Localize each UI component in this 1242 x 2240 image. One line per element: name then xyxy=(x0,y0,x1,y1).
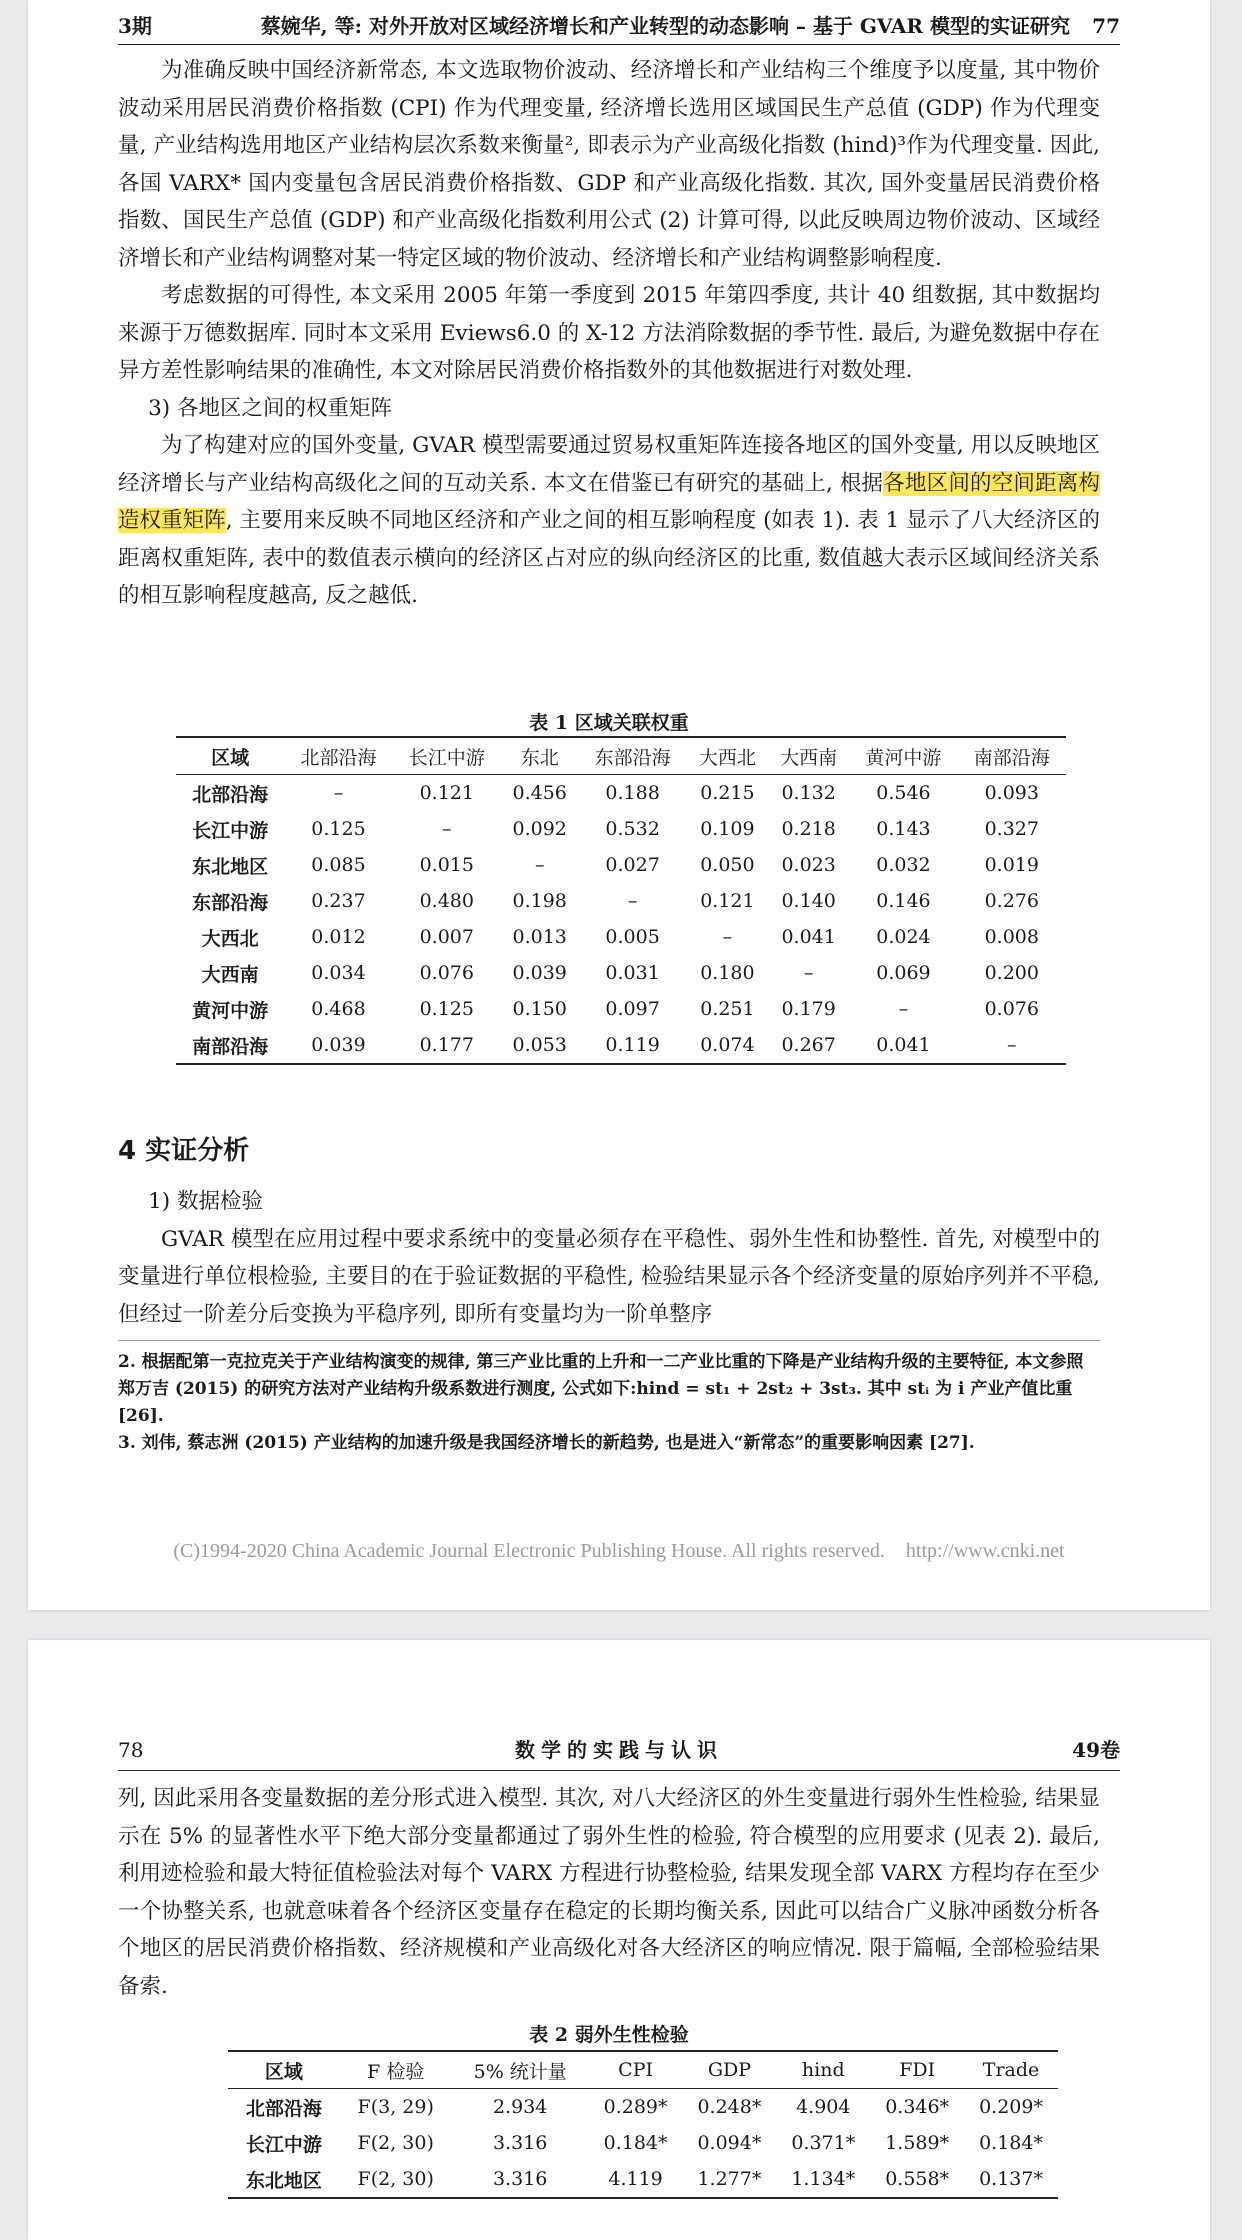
row-label: 长江中游 xyxy=(245,2133,322,2156)
table-2 xyxy=(228,2050,1058,2199)
table-cell: 0.007 xyxy=(419,926,474,948)
table-cell: 1.277* xyxy=(683,2161,777,2198)
table-row xyxy=(176,847,1066,883)
column-header: 东部沿海 xyxy=(578,737,686,775)
table-cell: 0.019 xyxy=(984,854,1039,876)
table-cell: 0.074 xyxy=(687,1027,768,1064)
table-cell: 0.218 xyxy=(781,818,836,840)
text-run: 为了构建对应的国外变量, GVAR 模型需要通过贸易权重矩阵连接各地区的国外变量, 用以反映地区经济增长与产业结构高级化之间的互动关系. 本文在借鉴已有研究的基础上, 根据 xyxy=(118,433,1100,496)
table-cell: 0.276 xyxy=(984,890,1039,912)
table-cell: 3.316 xyxy=(493,2132,548,2154)
row-label: 东北地区 xyxy=(192,855,269,878)
subsection-heading: 3) 各地区之间的权重矩阵 xyxy=(148,395,392,421)
table-cell: 4.904 xyxy=(796,2096,851,2118)
running-header xyxy=(118,1730,1120,1771)
table-1 xyxy=(176,736,1066,1065)
table-cell: 0.346* xyxy=(885,2096,950,2118)
column-header: CPI xyxy=(589,2051,683,2089)
table-cell: 0.180 xyxy=(700,962,755,984)
table-cell: 0.076 xyxy=(984,998,1039,1020)
table-cell: 0.119 xyxy=(578,1027,686,1064)
running-header xyxy=(118,8,1120,45)
table-cell: 0.146 xyxy=(876,890,931,912)
table-header-row xyxy=(176,737,1066,775)
table-cell: 0.024 xyxy=(876,926,931,948)
column-header: 北部沿海 xyxy=(284,737,392,775)
table-cell: 0.209* xyxy=(979,2096,1043,2118)
table-row xyxy=(176,991,1066,1027)
table-cell: – xyxy=(627,890,638,912)
journal-title: 数学的实践与认识 xyxy=(515,1738,723,1762)
page-number: 77 xyxy=(1092,14,1120,38)
section-heading: 4 实证分析 xyxy=(118,1136,250,1166)
table-row xyxy=(228,2161,1058,2198)
row-label: 北部沿海 xyxy=(192,783,269,806)
table-cell: 0.198 xyxy=(512,890,567,912)
column-header: 区域 xyxy=(176,737,284,775)
table-cell: – xyxy=(442,818,452,840)
page-number: 78 xyxy=(118,1738,144,1762)
page-77 xyxy=(28,0,1210,1610)
body-text xyxy=(118,1780,1100,2005)
row-label: 大西北 xyxy=(201,927,259,950)
table-cell: 4.119 xyxy=(589,2161,683,2198)
table-cell: – xyxy=(898,998,909,1020)
table-cell: – xyxy=(958,1027,1066,1064)
column-header: F 检验 xyxy=(340,2051,452,2089)
row-label: 东部沿海 xyxy=(192,891,269,914)
table-cell: 0.121 xyxy=(419,782,474,804)
footnote: 2. 根据配第一克拉克关于产业结构演变的规律, 第三产业比重的上升和一二产业比重的下降是产业结构升级的主要特征, 本文参照郑万吉 (2015) 的研究方法对产业结构升级系数进行测度, 公式如下:hind = st₁ + 2st₂ + 3st₃. 其中 stᵢ 为 i 产业产值比重 [26]. xyxy=(118,1352,1084,1426)
copyright-line xyxy=(28,1540,1210,1563)
table-cell: 3.316 xyxy=(452,2161,589,2198)
table-cell: 0.468 xyxy=(311,998,366,1020)
table-cell: – xyxy=(722,926,733,948)
table-cell: 0.053 xyxy=(501,1027,579,1064)
row-label: 南部沿海 xyxy=(176,1027,284,1064)
table-cell: 0.237 xyxy=(311,890,366,912)
table-cell: 0.177 xyxy=(393,1027,501,1064)
row-label: 东北地区 xyxy=(228,2161,340,2198)
table-cell: 1.589* xyxy=(885,2132,950,2154)
table-cell: 0.015 xyxy=(419,854,474,876)
paragraph: 为准确反映中国经济新常态, 本文选取物价波动、经济增长和产业结构三个维度予以度量, 其中物价波动采用居民消费价格指数 (CPI) 作为代理变量, 经济增长选用区域国民生产总值 (GDP) 作为代理变量, 产业结构选用地区产业结构层次系数来衡量², 即表示为产业高级化指数 (hind)³作为代理变量. 因此, 各国 VARX* 国内变量包含居民消费价格指数、GDP 和产业高级化指数. 其次, 国外变量居民消费价格指数、国民生产总值 (GDP) 和产业高级化指数利用公式 (2) 计算可得, 以此反映周边物价波动、区域经济增长和产业结构调整对某一特定区域的物价波动、经济增长和产业结构调整影响程度. xyxy=(118,58,1100,271)
table-cell: 0.121 xyxy=(700,890,755,912)
column-header: Trade xyxy=(964,2051,1058,2089)
table-cell: 0.069 xyxy=(876,962,931,984)
column-header: GDP xyxy=(683,2051,777,2089)
table-cell: 0.076 xyxy=(419,962,474,984)
column-header: 5% 统计量 xyxy=(452,2051,589,2089)
footnotes xyxy=(118,1340,1100,1457)
column-header: 黄河中游 xyxy=(849,737,957,775)
table-cell: 0.032 xyxy=(876,854,931,876)
table-cell: 0.005 xyxy=(605,926,660,948)
table-1-title: 表 1 区域关联权重 xyxy=(529,712,689,734)
column-header: 大西南 xyxy=(768,737,849,775)
table-cell: 1.134* xyxy=(776,2161,870,2198)
body-text-bottom xyxy=(118,1183,1100,1333)
table-cell: 0.140 xyxy=(781,890,836,912)
table-cell: 0.532 xyxy=(605,818,660,840)
table-cell: 0.023 xyxy=(781,854,836,876)
subsection-heading: 1) 数据检验 xyxy=(148,1189,263,1214)
table-row xyxy=(176,775,1066,812)
table-cell: 0.184* xyxy=(979,2132,1043,2154)
table-cell: 0.092 xyxy=(512,818,567,840)
column-header: 大西北 xyxy=(687,737,768,775)
table-cell: 0.012 xyxy=(311,926,366,948)
table-cell: 0.184* xyxy=(603,2132,668,2154)
row-label: 黄河中游 xyxy=(192,999,269,1022)
running-title: 蔡婉华, 等: 对外开放对区域经济增长和产业转型的动态影响 – 基于 GVAR 模型的实证研究 xyxy=(260,14,1070,38)
table-row xyxy=(176,883,1066,919)
table-cell: 0.132 xyxy=(781,782,836,804)
column-header: 区域 xyxy=(228,2051,340,2089)
table-cell: 0.034 xyxy=(311,962,366,984)
paragraph: 列, 因此采用各变量数据的差分形式进入模型. 其次, 对八大经济区的外生变量进行弱外生性检验, 结果显示在 5% 的显著性水平下绝大部分变量都通过了弱外生性的检验, 符合模型的应用要求 (见表 2). 最后, 利用迹检验和最大特征值检验法对每个 VARX 方程进行协整检验, 结果发现全部 VARX 方程均存在至少一个协整关系, 也就意味着各个经济区变量存在稳定的长期均衡关系, 因此可以结合广义脉冲函数分析各个地区的居民消费价格指数、经济规模和产业高级化对各大经济区的响应情况. 限于篇幅, 全部检验结果备索. xyxy=(118,1786,1100,1999)
table-cell: 0.143 xyxy=(876,818,931,840)
table-cell: 0.327 xyxy=(984,818,1039,840)
table-cell: – xyxy=(803,962,814,984)
row-label: 长江中游 xyxy=(192,819,269,842)
table-cell: 0.215 xyxy=(700,782,755,804)
page-78 xyxy=(28,1640,1210,2240)
table-cell: – xyxy=(333,782,344,804)
row-label: 北部沿海 xyxy=(245,2097,322,2120)
paragraph: 考虑数据的可得性, 本文采用 2005 年第一季度到 2015 年第四季度, 共计 40 组数据, 其中数据均来源于万德数据库. 同时本文采用 Eviews6.0 的 X-12 方法消除数据的季节性. 最后, 为避免数据中存在异方差性影响结果的准确性, 本文对除居民消费价格指数外的其他数据进行对数处理. xyxy=(118,283,1100,383)
table-2-title: 表 2 弱外生性检验 xyxy=(529,2024,689,2046)
table-cell: – xyxy=(534,854,545,876)
table-cell: 0.267 xyxy=(768,1027,849,1064)
table-row xyxy=(228,2125,1058,2161)
table-cell: 0.039 xyxy=(512,962,567,984)
table-cell: 0.039 xyxy=(284,1027,392,1064)
table-cell: 0.097 xyxy=(605,998,660,1020)
table-cell: 0.200 xyxy=(984,962,1039,984)
volume-number: 49卷 xyxy=(1072,1738,1120,1762)
cnki-link[interactable]: http://www.cnki.net xyxy=(905,1540,1065,1562)
paragraph xyxy=(118,427,1100,615)
table-cell: 0.093 xyxy=(984,782,1039,804)
table-cell: 0.050 xyxy=(700,854,755,876)
column-header: FDI xyxy=(870,2051,964,2089)
table-row xyxy=(228,2089,1058,2126)
footnote: 3. 刘伟, 蔡志洲 (2015) 产业结构的加速升级是我国经济增长的新趋势, 也是进入“新常态”的重要影响因素 [27]. xyxy=(118,1433,975,1453)
table-cell: 0.248* xyxy=(697,2096,762,2118)
table-row xyxy=(176,811,1066,847)
table-cell: 0.109 xyxy=(700,818,755,840)
column-header: 南部沿海 xyxy=(958,737,1066,775)
table-cell: 0.289* xyxy=(603,2096,668,2118)
column-header: 长江中游 xyxy=(393,737,501,775)
table-cell: 0.013 xyxy=(512,926,567,948)
table-cell: 0.150 xyxy=(512,998,567,1020)
table-cell: 0.041 xyxy=(781,926,836,948)
table-cell: 2.934 xyxy=(493,2096,548,2118)
text-run: , 主要用来反映不同地区经济和产业之间的相互影响程度 (如表 1). 表 1 显示了八大经济区的距离权重矩阵, 表中的数值表示横向的经济区占对应的纵向经济区的比重, 数值越大表示区域间经济关系的相互影响程度越高, 反之越低. xyxy=(118,508,1100,608)
column-header: 东北 xyxy=(501,737,579,775)
table-cell: 0.125 xyxy=(311,818,366,840)
table-row xyxy=(176,1027,1066,1064)
row-label: 大西南 xyxy=(201,963,259,986)
paragraph: GVAR 模型在应用过程中要求系统中的变量必须存在平稳性、弱外生性和协整性. 首先, 对模型中的变量进行单位根检验, 主要目的在于验证数据的平稳性, 检验结果显示各个经济变量的原始序列并不平稳, 但经过一阶差分后变换为平稳序列, 即所有变量均为一阶单整序 xyxy=(118,1226,1100,1327)
table-cell: 0.188 xyxy=(605,782,660,804)
table-row xyxy=(176,919,1066,955)
copyright-text: (C)1994-2020 China Academic Journal Electronic Publishing House. All rights reserved. xyxy=(173,1540,885,1562)
table-cell: 0.085 xyxy=(311,854,366,876)
table-cell: 0.251 xyxy=(700,998,755,1020)
table-cell: 0.027 xyxy=(605,854,660,876)
table-cell: 0.456 xyxy=(512,782,567,804)
table-row xyxy=(176,955,1066,991)
table-header-row xyxy=(228,2051,1058,2089)
table-cell: F(3, 29) xyxy=(357,2096,434,2118)
table-cell: 0.546 xyxy=(876,782,931,804)
table-cell: F(2, 30) xyxy=(340,2161,452,2198)
table-cell: 0.094* xyxy=(697,2132,762,2154)
table-cell: 0.041 xyxy=(849,1027,957,1064)
table-cell: 0.008 xyxy=(984,926,1039,948)
body-text-top xyxy=(118,52,1100,615)
table-cell: 0.558* xyxy=(870,2161,964,2198)
table-cell: 0.179 xyxy=(781,998,836,1020)
table-cell: 0.480 xyxy=(419,890,474,912)
highlighted-text[interactable]: 各地区间的空间距离构造权重矩阵 xyxy=(118,470,1100,533)
issue-number: 3期 xyxy=(118,14,152,38)
column-header: hind xyxy=(776,2051,870,2089)
table-cell: 0.125 xyxy=(419,998,474,1020)
table-cell: F(2, 30) xyxy=(357,2132,434,2154)
table-cell: 0.137* xyxy=(964,2161,1058,2198)
table-cell: 0.031 xyxy=(605,962,660,984)
table-cell: 0.371* xyxy=(791,2132,856,2154)
